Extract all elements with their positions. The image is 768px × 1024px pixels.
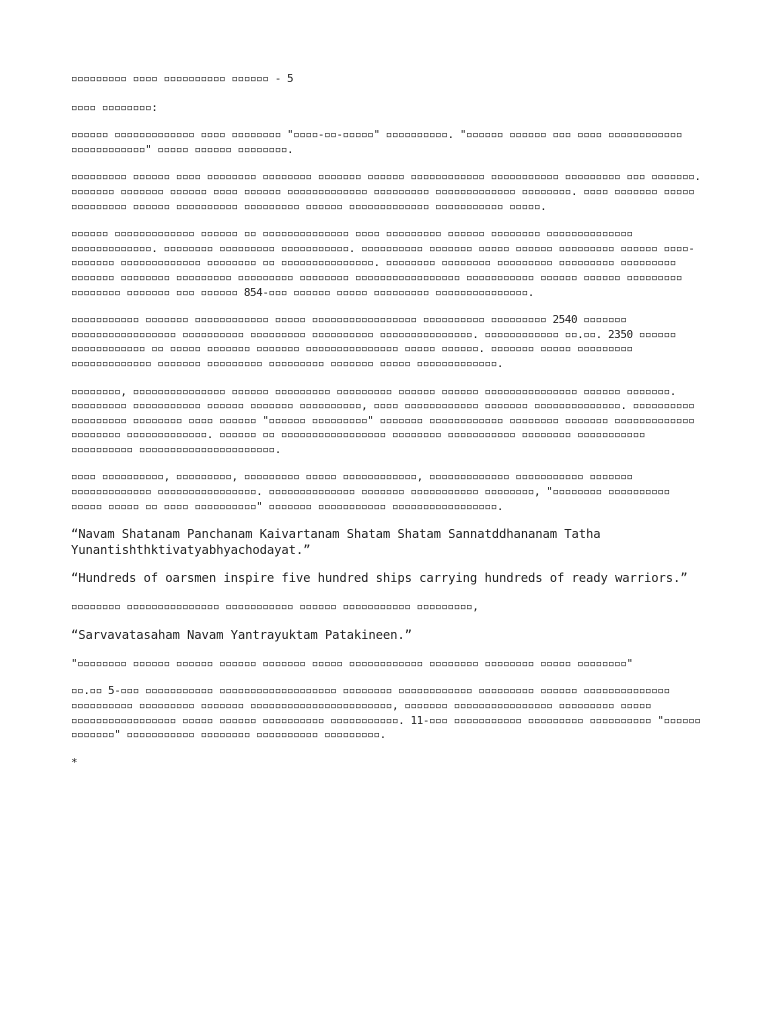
paragraph: ▫▫▫▫ ▫▫▫▫▫▫▫▫▫▫, ▫▫▫▫▫▫▫▫▫, ▫▫▫▫▫▫▫▫▫ ▫▫▫▫▫ ▫▫▫▫▫▫▫▫▫▫▫▫, ▫▫▫▫▫▫▫▫▫▫▫▫▫ ▫▫▫▫▫▫▫▫▫▫▫ ▫▫▫▫▫▫▫ ▫▫▫▫▫▫▫▫▫▫▫▫▫ ▫▫▫▫▫▫▫▫▫▫▫▫▫▫▫▫. ▫▫▫▫▫▫▫▫▫▫▫▫▫▫ ▫▫▫▫▫▫▫ ▫▫▫▫▫▫▫▫▫▫▫ ▫▫▫▫▫▫▫▫, "▫▫▫▫▫▫▫▫ ▫▫▫▫▫▫▫▫▫▫ ▫▫▫▫▫ ▫▫▫▫▫ ▫▫ ▫▫▫▫ ▫▫▫▫▫▫▫▫▫▫" ▫▫▫▫▫▫▫ ▫▫▫▫▫▫▫▫▫▫▫ ▫▫▫▫▫▫▫▫▫▫▫▫▫▫▫▫▫.	[71, 470, 670, 513]
sanskrit-quote: “Navam Shatanam Panchanam Kaivartanam Shatam Shatam Sannatddhananam Tatha Yunantishthktivatyabhyachodayat.”	[71, 527, 601, 557]
paragraph: ▫▫▫▫▫▫ ▫▫▫▫▫▫▫▫▫▫▫▫▫ ▫▫▫▫ ▫▫▫▫▫▫▫▫ "▫▫▫▫-▫▫-▫▫▫▫▫" ▫▫▫▫▫▫▫▫▫▫. "▫▫▫▫▫▫ ▫▫▫▫▫▫ ▫▫▫ ▫▫▫▫ ▫▫▫▫▫▫▫▫▫▫▫▫ ▫▫▫▫▫▫▫▫▫▫▫▫" ▫▫▫▫▫ ▫▫▫▫▫▫ ▫▫▫▫▫▫▫▫.	[71, 128, 683, 156]
sanskrit-quote: “Sarvavatasaham Navam Yantrayuktam Patakineen.”	[71, 628, 412, 643]
quote-translation: "▫▫▫▫▫▫▫▫ ▫▫▫▫▫▫ ▫▫▫▫▫▫ ▫▫▫▫▫▫ ▫▫▫▫▫▫▫ ▫▫▫▫▫ ▫▫▫▫▫▫▫▫▫▫▫▫ ▫▫▫▫▫▫▫▫ ▫▫▫▫▫▫▫▫ ▫▫▫▫▫ ▫▫▫▫▫▫▫▫"	[71, 656, 633, 670]
closing-paragraph: ▫▫.▫▫ 5-▫▫▫ ▫▫▫▫▫▫▫▫▫▫▫ ▫▫▫▫▫▫▫▫▫▫▫▫▫▫▫▫▫▫▫ ▫▫▫▫▫▫▫▫ ▫▫▫▫▫▫▫▫▫▫▫▫ ▫▫▫▫▫▫▫▫▫ ▫▫▫▫▫▫ ▫▫▫▫▫▫▫▫▫▫▫▫▫▫ ▫▫▫▫▫▫▫▫▫▫ ▫▫▫▫▫▫▫▫▫ ▫▫▫▫▫▫▫ ▫▫▫▫▫▫▫▫▫▫▫▫▫▫▫▫▫▫▫▫▫▫▫, ▫▫▫▫▫▫▫ ▫▫▫▫▫▫▫▫▫▫▫▫▫▫▫▫ ▫▫▫▫▫▫▫▫▫ ▫▫▫▫▫ ▫▫▫▫▫▫▫▫▫▫▫▫▫▫▫▫▫ ▫▫▫▫▫ ▫▫▫▫▫▫ ▫▫▫▫▫▫▫▫▫▫ ▫▫▫▫▫▫▫▫▫▫▫. 11-▫▫▫ ▫▫▫▫▫▫▫▫▫▫▫ ▫▫▫▫▫▫▫▫▫ ▫▫▫▫▫▫▫▫▫▫ "▫▫▫▫▫▫ ▫▫▫▫▫▫▫" ▫▫▫▫▫▫▫▫▫▫▫ ▫▫▫▫▫▫▫▫ ▫▫▫▫▫▫▫▫▫▫ ▫▫▫▫▫▫▫▫▫.	[71, 684, 701, 742]
section-subheading: ▫▫▫▫ ▫▫▫▫▫▫▫▫:	[71, 100, 158, 114]
document-body	[71, 72, 701, 783]
paragraph: ▫▫▫▫▫▫▫▫, ▫▫▫▫▫▫▫▫▫▫▫▫▫▫▫ ▫▫▫▫▫▫ ▫▫▫▫▫▫▫▫▫ ▫▫▫▫▫▫▫▫▫ ▫▫▫▫▫▫ ▫▫▫▫▫▫ ▫▫▫▫▫▫▫▫▫▫▫▫▫▫▫ ▫▫▫▫▫▫ ▫▫▫▫▫▫▫. ▫▫▫▫▫▫▫▫▫ ▫▫▫▫▫▫▫▫▫▫▫ ▫▫▫▫▫▫ ▫▫▫▫▫▫▫ ▫▫▫▫▫▫▫▫▫▫, ▫▫▫▫ ▫▫▫▫▫▫▫▫▫▫▫▫ ▫▫▫▫▫▫▫ ▫▫▫▫▫▫▫▫▫▫▫▫▫▫. ▫▫▫▫▫▫▫▫▫▫ ▫▫▫▫▫▫▫▫▫ ▫▫▫▫▫▫▫▫ ▫▫▫▫ ▫▫▫▫▫▫ "▫▫▫▫▫▫ ▫▫▫▫▫▫▫▫▫" ▫▫▫▫▫▫▫ ▫▫▫▫▫▫▫▫▫▫▫▫ ▫▫▫▫▫▫▫▫ ▫▫▫▫▫▫▫ ▫▫▫▫▫▫▫▫▫▫▫▫▫ ▫▫▫▫▫▫▫▫ ▫▫▫▫▫▫▫▫▫▫▫▫▫. ▫▫▫▫▫▫ ▫▫ ▫▫▫▫▫▫▫▫▫▫▫▫▫▫▫▫▫ ▫▫▫▫▫▫▫▫ ▫▫▫▫▫▫▫▫▫▫▫ ▫▫▫▫▫▫▫▫ ▫▫▫▫▫▫▫▫▫▫▫ ▫▫▫▫▫▫▫▫▫▫ ▫▫▫▫▫▫▫▫▫▫▫▫▫▫▫▫▫▫▫▫▫▫.	[71, 384, 695, 456]
document-title: ▫▫▫▫▫▫▫▫▫ ▫▫▫▫ ▫▫▫▫▫▫▫▫▫▫ ▫▫▫▫▫▫ - 5	[71, 72, 294, 85]
paragraph: ▫▫▫▫▫▫▫▫▫▫▫ ▫▫▫▫▫▫▫ ▫▫▫▫▫▫▫▫▫▫▫▫ ▫▫▫▫▫ ▫▫▫▫▫▫▫▫▫▫▫▫▫▫▫▫▫ ▫▫▫▫▫▫▫▫▫▫ ▫▫▫▫▫▫▫▫▫ 2540 ▫▫▫▫▫▫▫ ▫▫▫▫▫▫▫▫▫▫▫▫▫▫▫▫▫ ▫▫▫▫▫▫▫▫▫▫ ▫▫▫▫▫▫▫▫▫ ▫▫▫▫▫▫▫▫▫▫ ▫▫▫▫▫▫▫▫▫▫▫▫▫▫▫. ▫▫▫▫▫▫▫▫▫▫▫▫ ▫▫.▫▫. 2350 ▫▫▫▫▫▫ ▫▫▫▫▫▫▫▫▫▫▫▫ ▫▫ ▫▫▫▫▫ ▫▫▫▫▫▫▫ ▫▫▫▫▫▫▫ ▫▫▫▫▫▫▫▫▫▫▫▫▫▫▫ ▫▫▫▫▫ ▫▫▫▫▫▫. ▫▫▫▫▫▫▫ ▫▫▫▫▫ ▫▫▫▫▫▫▫▫▫ ▫▫▫▫▫▫▫▫▫▫▫▫▫ ▫▫▫▫▫▫▫ ▫▫▫▫▫▫▫▫▫ ▫▫▫▫▫▫▫▫▫ ▫▫▫▫▫▫▫ ▫▫▫▫▫ ▫▫▫▫▫▫▫▫▫▫▫▫▫.	[71, 313, 676, 370]
bridge-line: ▫▫▫▫▫▫▫▫ ▫▫▫▫▫▫▫▫▫▫▫▫▫▫▫ ▫▫▫▫▫▫▫▫▫▫▫ ▫▫▫▫▫▫ ▫▫▫▫▫▫▫▫▫▫▫ ▫▫▫▫▫▫▫▫▫,	[71, 599, 479, 613]
end-marker: *	[71, 755, 78, 769]
quote-translation: “Hundreds of oarsmen inspire five hundred ships carrying hundreds of ready warriors.”	[71, 571, 688, 586]
paragraph: ▫▫▫▫▫▫ ▫▫▫▫▫▫▫▫▫▫▫▫▫ ▫▫▫▫▫▫ ▫▫ ▫▫▫▫▫▫▫▫▫▫▫▫▫▫ ▫▫▫▫ ▫▫▫▫▫▫▫▫▫ ▫▫▫▫▫▫ ▫▫▫▫▫▫▫▫ ▫▫▫▫▫▫▫▫▫▫▫▫▫▫ ▫▫▫▫▫▫▫▫▫▫▫▫▫. ▫▫▫▫▫▫▫▫ ▫▫▫▫▫▫▫▫▫ ▫▫▫▫▫▫▫▫▫▫▫. ▫▫▫▫▫▫▫▫▫▫ ▫▫▫▫▫▫▫ ▫▫▫▫▫ ▫▫▫▫▫▫ ▫▫▫▫▫▫▫▫▫ ▫▫▫▫▫▫ ▫▫▫▫-▫▫▫▫▫▫▫ ▫▫▫▫▫▫▫▫▫▫▫▫▫ ▫▫▫▫▫▫▫▫ ▫▫ ▫▫▫▫▫▫▫▫▫▫▫▫▫▫▫. ▫▫▫▫▫▫▫▫ ▫▫▫▫▫▫▫▫ ▫▫▫▫▫▫▫▫▫ ▫▫▫▫▫▫▫▫▫ ▫▫▫▫▫▫▫▫▫ ▫▫▫▫▫▫▫ ▫▫▫▫▫▫▫▫ ▫▫▫▫▫▫▫▫▫ ▫▫▫▫▫▫▫▫▫ ▫▫▫▫▫▫▫▫ ▫▫▫▫▫▫▫▫▫▫▫▫▫▫▫▫▫ ▫▫▫▫▫▫▫▫▫▫▫ ▫▫▫▫▫▫ ▫▫▫▫▫▫ ▫▫▫▫▫▫▫▫▫ ▫▫▫▫▫▫▫▫ ▫▫▫▫▫▫▫ ▫▫▫ ▫▫▫▫▫▫ 854-▫▫▫ ▫▫▫▫▫▫ ▫▫▫▫▫ ▫▫▫▫▫▫▫▫▫ ▫▫▫▫▫▫▫▫▫▫▫▫▫▫▫.	[71, 227, 695, 299]
paragraph: ▫▫▫▫▫▫▫▫▫ ▫▫▫▫▫▫ ▫▫▫▫ ▫▫▫▫▫▫▫▫ ▫▫▫▫▫▫▫▫ ▫▫▫▫▫▫▫ ▫▫▫▫▫▫ ▫▫▫▫▫▫▫▫▫▫▫▫ ▫▫▫▫▫▫▫▫▫▫▫ ▫▫▫▫▫▫▫▫▫ ▫▫▫ ▫▫▫▫▫▫▫. ▫▫▫▫▫▫▫ ▫▫▫▫▫▫▫ ▫▫▫▫▫▫ ▫▫▫▫ ▫▫▫▫▫▫ ▫▫▫▫▫▫▫▫▫▫▫▫▫ ▫▫▫▫▫▫▫▫▫ ▫▫▫▫▫▫▫▫▫▫▫▫▫ ▫▫▫▫▫▫▫▫. ▫▫▫▫ ▫▫▫▫▫▫▫ ▫▫▫▫▫ ▫▫▫▫▫▫▫▫▫ ▫▫▫▫▫▫ ▫▫▫▫▫▫▫▫▫▫ ▫▫▫▫▫▫▫▫▫ ▫▫▫▫▫▫ ▫▫▫▫▫▫▫▫▫▫▫▫▫ ▫▫▫▫▫▫▫▫▫▫▫ ▫▫▫▫▫.	[71, 170, 701, 213]
